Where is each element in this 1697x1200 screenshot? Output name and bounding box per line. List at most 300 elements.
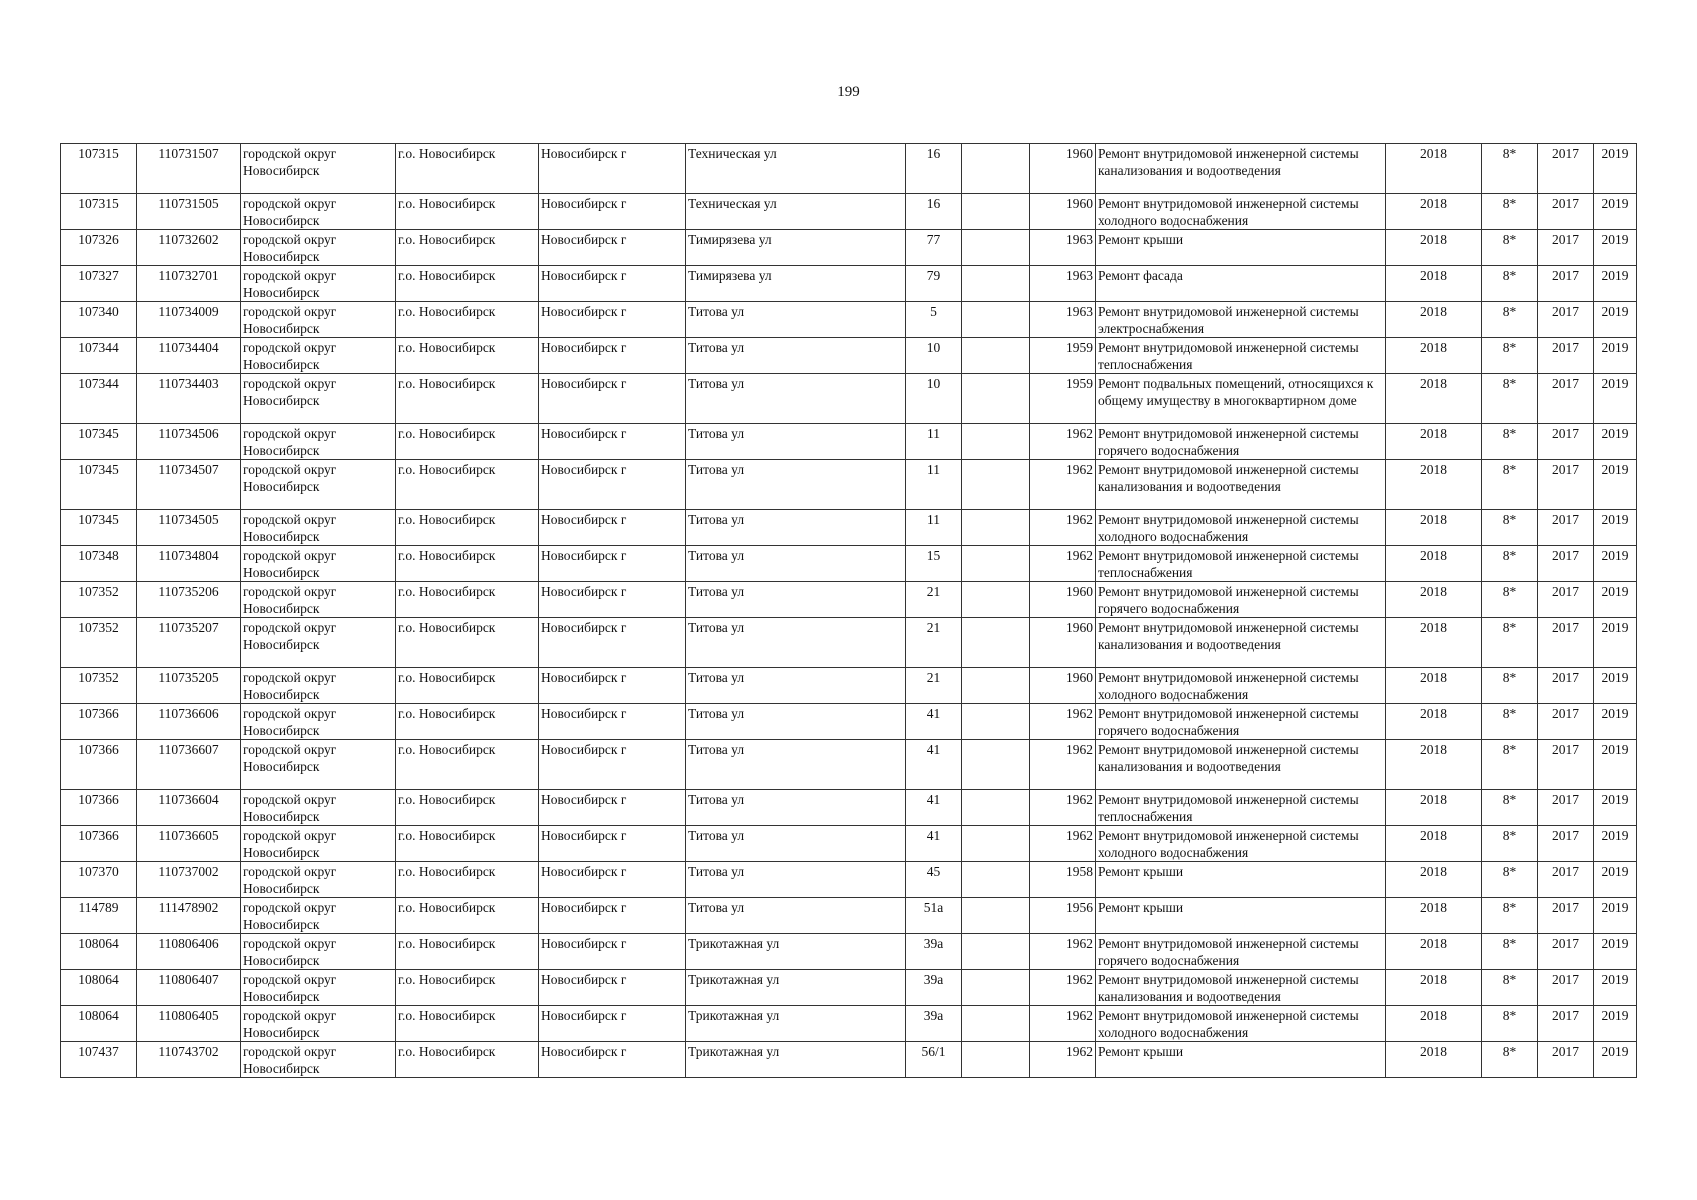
year-built-cell: 1960 [1030,144,1096,194]
house-id-cell: 107344 [61,374,137,424]
plan-year-cell: 2018 [1386,424,1482,460]
plan-year-cell: 2018 [1386,302,1482,338]
house-id-cell: 107348 [61,546,137,582]
house-number-cell: 41 [906,826,962,862]
street-cell: Титова ул [686,862,906,898]
locality-cell: Новосибирск г [539,934,686,970]
period-start-cell: 2017 [1538,970,1594,1006]
street-cell: Титова ул [686,618,906,668]
building-cell [962,862,1030,898]
note-cell: 8* [1482,194,1538,230]
municipality-cell: городской округ Новосибирск [241,374,396,424]
house-id-cell: 114789 [61,898,137,934]
work-type-cell: Ремонт внутридомовой инженерной системы холодного водоснабжения [1096,194,1386,230]
street-cell: Титова ул [686,460,906,510]
note-cell: 8* [1482,970,1538,1006]
work-type-cell: Ремонт внутридомовой инженерной системы горячего водоснабжения [1096,424,1386,460]
street-cell: Титова ул [686,546,906,582]
street-cell: Титова ул [686,424,906,460]
building-cell [962,424,1030,460]
note-cell: 8* [1482,266,1538,302]
district-cell: г.о. Новосибирск [396,826,539,862]
house-number-cell: 39а [906,934,962,970]
work-type-cell: Ремонт фасада [1096,266,1386,302]
building-cell [962,374,1030,424]
note-cell: 8* [1482,230,1538,266]
district-cell: г.о. Новосибирск [396,546,539,582]
house-number-cell: 39а [906,970,962,1006]
work-id-cell: 111478902 [137,898,241,934]
period-start-cell: 2017 [1538,302,1594,338]
year-built-cell: 1959 [1030,374,1096,424]
municipality-cell: городской округ Новосибирск [241,230,396,266]
year-built-cell: 1962 [1030,460,1096,510]
work-id-cell: 110734804 [137,546,241,582]
note-cell: 8* [1482,790,1538,826]
year-built-cell: 1962 [1030,970,1096,1006]
locality-cell: Новосибирск г [539,546,686,582]
house-number-cell: 77 [906,230,962,266]
year-built-cell: 1962 [1030,546,1096,582]
period-start-cell: 2017 [1538,862,1594,898]
work-id-cell: 110806407 [137,970,241,1006]
year-built-cell: 1962 [1030,740,1096,790]
district-cell: г.о. Новосибирск [396,934,539,970]
work-type-cell: Ремонт крыши [1096,1042,1386,1078]
repair-schedule-table [60,143,1637,1078]
municipality-cell: городской округ Новосибирск [241,618,396,668]
period-start-cell: 2017 [1538,194,1594,230]
locality-cell: Новосибирск г [539,302,686,338]
municipality-cell: городской округ Новосибирск [241,266,396,302]
note-cell: 8* [1482,374,1538,424]
locality-cell: Новосибирск г [539,618,686,668]
plan-year-cell: 2018 [1386,582,1482,618]
work-id-cell: 110735205 [137,668,241,704]
building-cell [962,194,1030,230]
district-cell: г.о. Новосибирск [396,374,539,424]
house-id-cell: 107315 [61,144,137,194]
table-row [61,510,1637,546]
house-id-cell: 107437 [61,1042,137,1078]
house-number-cell: 41 [906,704,962,740]
note-cell: 8* [1482,618,1538,668]
municipality-cell: городской округ Новосибирск [241,546,396,582]
work-type-cell: Ремонт внутридомовой инженерной системы холодного водоснабжения [1096,826,1386,862]
period-start-cell: 2017 [1538,1042,1594,1078]
table-row [61,668,1637,704]
period-start-cell: 2017 [1538,740,1594,790]
plan-year-cell: 2018 [1386,546,1482,582]
building-cell [962,302,1030,338]
year-built-cell: 1962 [1030,424,1096,460]
house-id-cell: 107326 [61,230,137,266]
district-cell: г.о. Новосибирск [396,898,539,934]
locality-cell: Новосибирск г [539,194,686,230]
building-cell [962,460,1030,510]
table-row [61,740,1637,790]
building-cell [962,582,1030,618]
year-built-cell: 1956 [1030,898,1096,934]
work-id-cell: 110736606 [137,704,241,740]
plan-year-cell: 2018 [1386,460,1482,510]
street-cell: Титова ул [686,510,906,546]
house-number-cell: 16 [906,194,962,230]
note-cell: 8* [1482,1042,1538,1078]
year-built-cell: 1962 [1030,1006,1096,1042]
period-end-cell: 2019 [1594,338,1637,374]
municipality-cell: городской округ Новосибирск [241,790,396,826]
table-row [61,424,1637,460]
building-cell [962,790,1030,826]
district-cell: г.о. Новосибирск [396,790,539,826]
work-id-cell: 110806406 [137,934,241,970]
house-id-cell: 107352 [61,582,137,618]
street-cell: Техническая ул [686,144,906,194]
municipality-cell: городской округ Новосибирск [241,826,396,862]
page-number: 199 [837,84,860,100]
plan-year-cell: 2018 [1386,898,1482,934]
year-built-cell: 1962 [1030,934,1096,970]
municipality-cell: городской округ Новосибирск [241,338,396,374]
period-end-cell: 2019 [1594,424,1637,460]
district-cell: г.о. Новосибирск [396,704,539,740]
work-type-cell: Ремонт внутридомовой инженерной системы горячего водоснабжения [1096,704,1386,740]
table-row [61,266,1637,302]
table-row [61,826,1637,862]
work-type-cell: Ремонт крыши [1096,898,1386,934]
street-cell: Трикотажная ул [686,934,906,970]
table-row [61,934,1637,970]
municipality-cell: городской округ Новосибирск [241,1006,396,1042]
house-number-cell: 11 [906,510,962,546]
work-type-cell: Ремонт внутридомовой инженерной системы горячего водоснабжения [1096,934,1386,970]
note-cell: 8* [1482,424,1538,460]
work-type-cell: Ремонт крыши [1096,230,1386,266]
district-cell: г.о. Новосибирск [396,230,539,266]
house-id-cell: 107370 [61,862,137,898]
period-end-cell: 2019 [1594,374,1637,424]
building-cell [962,510,1030,546]
locality-cell: Новосибирск г [539,1006,686,1042]
period-start-cell: 2017 [1538,424,1594,460]
period-end-cell: 2019 [1594,826,1637,862]
building-cell [962,826,1030,862]
work-id-cell: 110806405 [137,1006,241,1042]
period-start-cell: 2017 [1538,338,1594,374]
district-cell: г.о. Новосибирск [396,618,539,668]
year-built-cell: 1963 [1030,302,1096,338]
district-cell: г.о. Новосибирск [396,302,539,338]
note-cell: 8* [1482,144,1538,194]
plan-year-cell: 2018 [1386,230,1482,266]
district-cell: г.о. Новосибирск [396,970,539,1006]
house-id-cell: 107340 [61,302,137,338]
period-end-cell: 2019 [1594,266,1637,302]
plan-year-cell: 2018 [1386,1006,1482,1042]
plan-year-cell: 2018 [1386,790,1482,826]
year-built-cell: 1958 [1030,862,1096,898]
year-built-cell: 1962 [1030,1042,1096,1078]
house-id-cell: 108064 [61,1006,137,1042]
building-cell [962,1042,1030,1078]
note-cell: 8* [1482,460,1538,510]
locality-cell: Новосибирск г [539,1042,686,1078]
locality-cell: Новосибирск г [539,704,686,740]
street-cell: Техническая ул [686,194,906,230]
municipality-cell: городской округ Новосибирск [241,424,396,460]
period-end-cell: 2019 [1594,546,1637,582]
locality-cell: Новосибирск г [539,668,686,704]
municipality-cell: городской округ Новосибирск [241,510,396,546]
period-end-cell: 2019 [1594,862,1637,898]
locality-cell: Новосибирск г [539,266,686,302]
house-number-cell: 56/1 [906,1042,962,1078]
district-cell: г.о. Новосибирск [396,862,539,898]
house-id-cell: 107345 [61,510,137,546]
period-start-cell: 2017 [1538,582,1594,618]
district-cell: г.о. Новосибирск [396,338,539,374]
period-start-cell: 2017 [1538,460,1594,510]
year-built-cell: 1960 [1030,618,1096,668]
work-id-cell: 110734009 [137,302,241,338]
building-cell [962,266,1030,302]
period-start-cell: 2017 [1538,704,1594,740]
work-id-cell: 110732701 [137,266,241,302]
year-built-cell: 1962 [1030,790,1096,826]
table-row [61,1006,1637,1042]
plan-year-cell: 2018 [1386,144,1482,194]
table-row [61,460,1637,510]
house-id-cell: 107366 [61,790,137,826]
locality-cell: Новосибирск г [539,424,686,460]
year-built-cell: 1963 [1030,230,1096,266]
district-cell: г.о. Новосибирск [396,668,539,704]
building-cell [962,898,1030,934]
period-end-cell: 2019 [1594,970,1637,1006]
period-end-cell: 2019 [1594,898,1637,934]
period-start-cell: 2017 [1538,618,1594,668]
house-id-cell: 107366 [61,704,137,740]
period-start-cell: 2017 [1538,266,1594,302]
house-number-cell: 5 [906,302,962,338]
year-built-cell: 1960 [1030,668,1096,704]
note-cell: 8* [1482,934,1538,970]
note-cell: 8* [1482,826,1538,862]
municipality-cell: городской округ Новосибирск [241,144,396,194]
work-type-cell: Ремонт внутридомовой инженерной системы холодного водоснабжения [1096,510,1386,546]
note-cell: 8* [1482,898,1538,934]
period-end-cell: 2019 [1594,230,1637,266]
work-type-cell: Ремонт внутридомовой инженерной системы теплоснабжения [1096,790,1386,826]
plan-year-cell: 2018 [1386,1042,1482,1078]
period-end-cell: 2019 [1594,510,1637,546]
work-id-cell: 110734505 [137,510,241,546]
note-cell: 8* [1482,668,1538,704]
work-id-cell: 110736607 [137,740,241,790]
locality-cell: Новосибирск г [539,826,686,862]
period-end-cell: 2019 [1594,704,1637,740]
house-number-cell: 10 [906,374,962,424]
work-id-cell: 110736605 [137,826,241,862]
work-type-cell: Ремонт внутридомовой инженерной системы холодного водоснабжения [1096,1006,1386,1042]
note-cell: 8* [1482,862,1538,898]
work-type-cell: Ремонт крыши [1096,862,1386,898]
district-cell: г.о. Новосибирск [396,510,539,546]
house-number-cell: 21 [906,582,962,618]
plan-year-cell: 2018 [1386,510,1482,546]
table-row [61,898,1637,934]
street-cell: Титова ул [686,668,906,704]
house-number-cell: 45 [906,862,962,898]
street-cell: Тимирязева ул [686,266,906,302]
district-cell: г.о. Новосибирск [396,1006,539,1042]
period-start-cell: 2017 [1538,144,1594,194]
period-start-cell: 2017 [1538,898,1594,934]
street-cell: Титова ул [686,740,906,790]
period-end-cell: 2019 [1594,790,1637,826]
municipality-cell: городской округ Новосибирск [241,668,396,704]
plan-year-cell: 2018 [1386,934,1482,970]
period-end-cell: 2019 [1594,194,1637,230]
year-built-cell: 1959 [1030,338,1096,374]
locality-cell: Новосибирск г [539,740,686,790]
building-cell [962,668,1030,704]
house-number-cell: 39а [906,1006,962,1042]
street-cell: Титова ул [686,704,906,740]
period-end-cell: 2019 [1594,582,1637,618]
table-row [61,1042,1637,1078]
work-type-cell: Ремонт внутридомовой инженерной системы канализования и водоотведения [1096,144,1386,194]
plan-year-cell: 2018 [1386,618,1482,668]
municipality-cell: городской округ Новосибирск [241,970,396,1006]
period-end-cell: 2019 [1594,1042,1637,1078]
street-cell: Трикотажная ул [686,1006,906,1042]
work-id-cell: 110731507 [137,144,241,194]
building-cell [962,1006,1030,1042]
period-end-cell: 2019 [1594,144,1637,194]
plan-year-cell: 2018 [1386,970,1482,1006]
house-id-cell: 107366 [61,826,137,862]
work-type-cell: Ремонт внутридомовой инженерной системы канализования и водоотведения [1096,618,1386,668]
street-cell: Титова ул [686,582,906,618]
plan-year-cell: 2018 [1386,668,1482,704]
note-cell: 8* [1482,510,1538,546]
year-built-cell: 1962 [1030,826,1096,862]
work-type-cell: Ремонт внутридомовой инженерной системы горячего водоснабжения [1096,582,1386,618]
municipality-cell: городской округ Новосибирск [241,898,396,934]
building-cell [962,230,1030,266]
period-end-cell: 2019 [1594,460,1637,510]
house-number-cell: 21 [906,618,962,668]
work-id-cell: 110735206 [137,582,241,618]
house-id-cell: 107327 [61,266,137,302]
plan-year-cell: 2018 [1386,704,1482,740]
locality-cell: Новосибирск г [539,898,686,934]
locality-cell: Новосибирск г [539,582,686,618]
period-start-cell: 2017 [1538,510,1594,546]
municipality-cell: городской округ Новосибирск [241,934,396,970]
municipality-cell: городской округ Новосибирск [241,302,396,338]
street-cell: Трикотажная ул [686,970,906,1006]
house-id-cell: 107345 [61,460,137,510]
locality-cell: Новосибирск г [539,862,686,898]
work-id-cell: 110734403 [137,374,241,424]
building-cell [962,546,1030,582]
plan-year-cell: 2018 [1386,338,1482,374]
building-cell [962,144,1030,194]
house-number-cell: 21 [906,668,962,704]
house-number-cell: 41 [906,740,962,790]
table-row [61,302,1637,338]
period-end-cell: 2019 [1594,740,1637,790]
locality-cell: Новосибирск г [539,374,686,424]
work-id-cell: 110732602 [137,230,241,266]
table-row [61,374,1637,424]
period-end-cell: 2019 [1594,618,1637,668]
house-id-cell: 107344 [61,338,137,374]
year-built-cell: 1960 [1030,582,1096,618]
house-number-cell: 11 [906,424,962,460]
work-id-cell: 110743702 [137,1042,241,1078]
plan-year-cell: 2018 [1386,862,1482,898]
municipality-cell: городской округ Новосибирск [241,704,396,740]
note-cell: 8* [1482,546,1538,582]
house-number-cell: 15 [906,546,962,582]
street-cell: Титова ул [686,374,906,424]
work-type-cell: Ремонт внутридомовой инженерной системы теплоснабжения [1096,546,1386,582]
work-id-cell: 110737002 [137,862,241,898]
plan-year-cell: 2018 [1386,194,1482,230]
locality-cell: Новосибирск г [539,460,686,510]
work-type-cell: Ремонт внутридомовой инженерной системы электроснабжения [1096,302,1386,338]
table-row [61,230,1637,266]
street-cell: Титова ул [686,790,906,826]
period-start-cell: 2017 [1538,668,1594,704]
year-built-cell: 1962 [1030,704,1096,740]
street-cell: Титова ул [686,338,906,374]
note-cell: 8* [1482,302,1538,338]
table-row [61,618,1637,668]
house-id-cell: 107352 [61,668,137,704]
locality-cell: Новосибирск г [539,510,686,546]
note-cell: 8* [1482,740,1538,790]
district-cell: г.о. Новосибирск [396,1042,539,1078]
house-id-cell: 108064 [61,934,137,970]
municipality-cell: городской округ Новосибирск [241,1042,396,1078]
street-cell: Тимирязева ул [686,230,906,266]
period-start-cell: 2017 [1538,934,1594,970]
period-end-cell: 2019 [1594,302,1637,338]
house-id-cell: 107345 [61,424,137,460]
house-id-cell: 107352 [61,618,137,668]
municipality-cell: городской округ Новосибирск [241,194,396,230]
district-cell: г.о. Новосибирск [396,266,539,302]
work-id-cell: 110736604 [137,790,241,826]
period-start-cell: 2017 [1538,546,1594,582]
locality-cell: Новосибирск г [539,230,686,266]
street-cell: Титова ул [686,302,906,338]
house-number-cell: 79 [906,266,962,302]
house-number-cell: 51а [906,898,962,934]
work-id-cell: 110734404 [137,338,241,374]
municipality-cell: городской округ Новосибирск [241,582,396,618]
work-type-cell: Ремонт внутридомовой инженерной системы канализования и водоотведения [1096,740,1386,790]
house-id-cell: 107315 [61,194,137,230]
year-built-cell: 1960 [1030,194,1096,230]
period-end-cell: 2019 [1594,934,1637,970]
district-cell: г.о. Новосибирск [396,740,539,790]
